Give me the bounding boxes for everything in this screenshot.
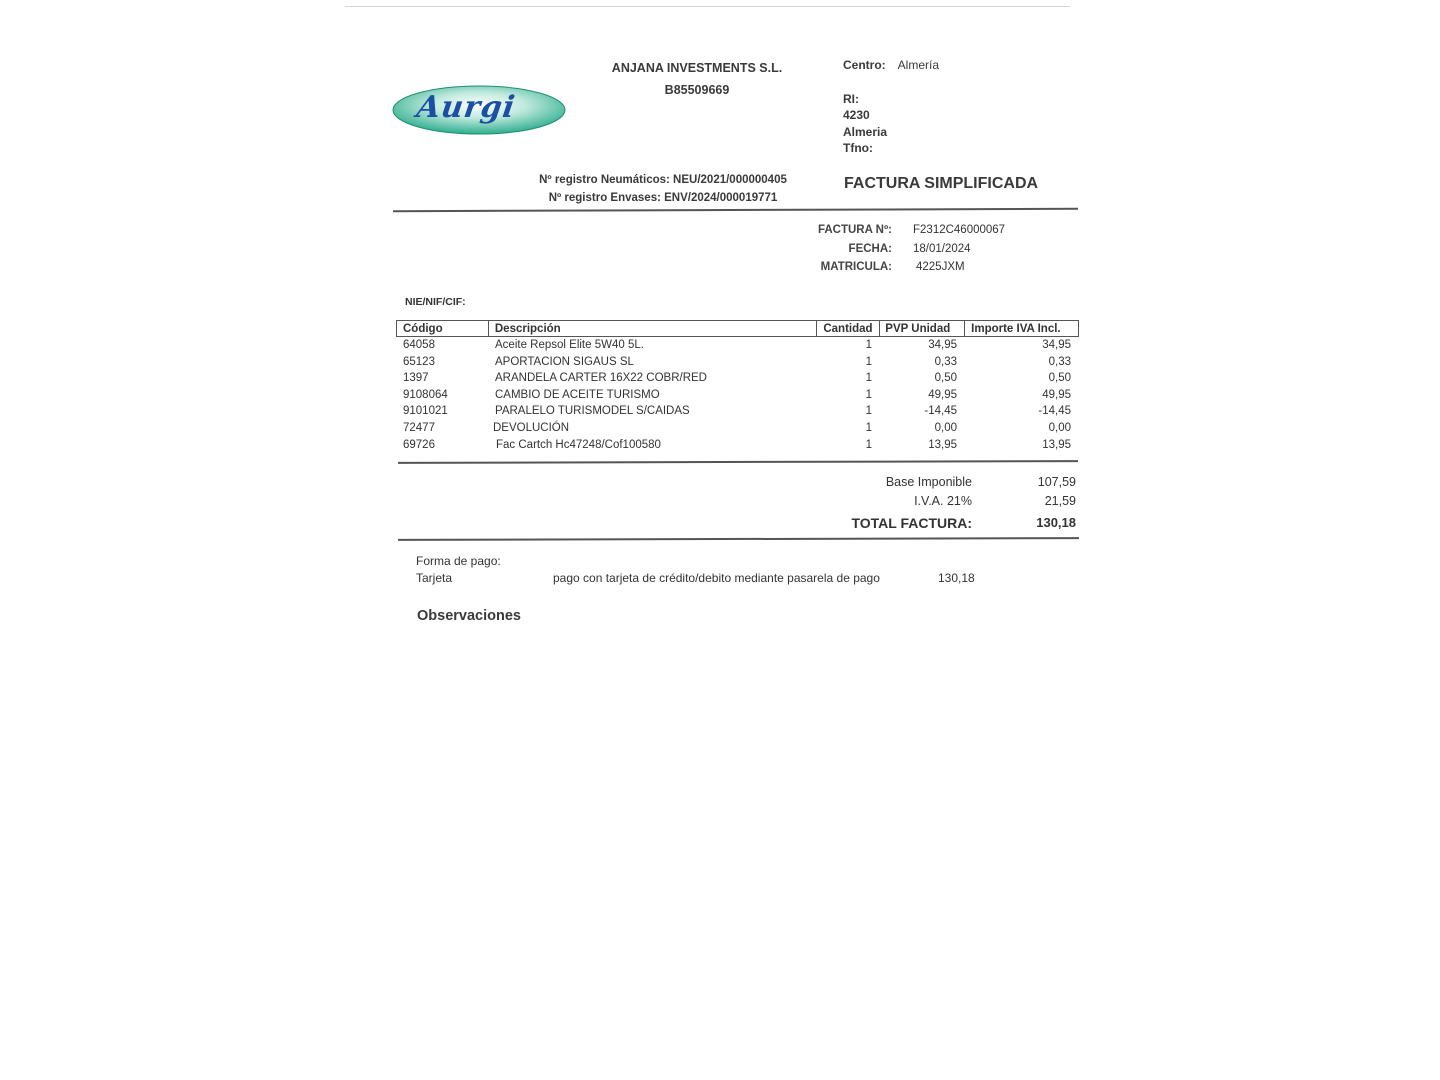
row-code: 65123 — [403, 355, 435, 368]
centre-postcode: 4230 — [843, 108, 870, 122]
row-quantity: 1 — [865, 339, 872, 351]
vat-value: 21,59 — [1044, 494, 1076, 508]
row-code: 64058 — [403, 339, 435, 351]
table-body — [396, 337, 1079, 453]
invoice-meta — [760, 221, 1005, 277]
header-unit-price: PVP Unidad — [879, 321, 964, 336]
centre-label: Centro: — [843, 58, 886, 72]
table-row — [396, 337, 1079, 354]
table-row — [396, 420, 1079, 437]
observations-heading: Observaciones — [417, 608, 521, 624]
registration-tyres: Nº registro Neumáticos: NEU/2021/000000405 — [539, 174, 787, 186]
table-bottom-divider — [398, 460, 1078, 463]
header-divider — [393, 208, 1078, 212]
registration-containers: Nº registro Envases: ENV/2024/000019771 — [548, 191, 778, 204]
invoice-number: F2312C46000067 — [913, 224, 1006, 236]
row-unit-price: 13,95 — [928, 438, 957, 451]
row-code: 72477 — [403, 421, 435, 434]
row-amount: 0,50 — [1048, 372, 1071, 385]
row-description: DEVOLUCIÓN — [493, 421, 570, 434]
row-quantity: 1 — [865, 372, 872, 385]
row-amount: 49,95 — [1042, 388, 1071, 401]
row-quantity: 1 — [865, 421, 872, 434]
table-row — [396, 354, 1079, 371]
row-amount: 34,95 — [1042, 339, 1071, 351]
row-amount: 13,95 — [1042, 438, 1071, 451]
payment-amount: 130,18 — [938, 571, 975, 585]
row-unit-price: 0,00 — [934, 421, 957, 434]
document-title: FACTURA SIMPLIFICADA — [844, 175, 1039, 192]
table-row — [396, 387, 1079, 404]
phone-label: Tfno: — [843, 141, 873, 155]
invoice-number-label: FACTURA Nº: — [817, 224, 892, 236]
total-value: 130,18 — [1036, 515, 1076, 530]
total-label: TOTAL FACTURA: — [851, 515, 972, 531]
invoice-date-label: FECHA: — [848, 242, 892, 255]
totals-divider — [398, 537, 1079, 540]
company-block — [597, 57, 797, 101]
row-quantity: 1 — [865, 355, 872, 368]
row-unit-price: -14,45 — [924, 405, 957, 418]
logo-lettering: Aurgi — [414, 90, 518, 125]
row-code: 9101021 — [403, 405, 448, 418]
row-code: 1397 — [403, 372, 429, 385]
row-description: Fac Cartch Hc47248/Cof100580 — [496, 438, 661, 451]
header-amount: Importe IVA Incl. — [964, 321, 1078, 336]
row-amount: -14,45 — [1038, 405, 1071, 418]
row-quantity: 1 — [865, 405, 872, 418]
plate-value: 4225JXM — [916, 261, 965, 273]
payment-method: Tarjeta — [416, 571, 453, 585]
ri-label: RI: — [843, 91, 859, 106]
table-row — [396, 370, 1079, 387]
row-quantity: 1 — [865, 388, 872, 401]
payment-label: Forma de pago: — [416, 554, 501, 568]
table-row — [396, 437, 1079, 454]
table-header — [396, 320, 1079, 337]
header-code: Código — [403, 323, 443, 335]
items-table — [396, 320, 1079, 453]
row-code: 69726 — [403, 438, 435, 451]
row-description: CAMBIO DE ACEITE TURISMO — [495, 388, 660, 401]
registrations — [498, 172, 828, 207]
totals-block — [800, 473, 1076, 535]
company-tax-id: B85509669 — [664, 83, 730, 97]
centre-block — [843, 57, 939, 157]
invoice-date: 18/01/2024 — [913, 242, 971, 255]
row-description: Aceite Repsol Elite 5W40 5L. — [495, 339, 644, 351]
row-description: ARANDELA CARTER 16X22 COBR/RED — [495, 372, 707, 385]
row-description: APORTACION SIGAUS SL — [495, 355, 634, 368]
nie-label: NIE/NIF/CIF: — [405, 296, 466, 308]
row-unit-price: 34,95 — [928, 339, 957, 351]
header-quantity: Cantidad — [816, 321, 879, 336]
row-description: PARALELO TURISMODEL S/CAIDAS — [495, 405, 690, 418]
plate-label: MATRICULA: — [820, 261, 892, 273]
payment-description: pago con tarjeta de crédito/debito mediante pasarela de pago — [553, 571, 880, 585]
scan-edge — [345, 6, 1070, 7]
vat-label: I.V.A. 21% — [914, 494, 972, 508]
row-unit-price: 49,95 — [928, 388, 957, 401]
row-code: 9108064 — [403, 388, 448, 401]
company-name: ANJANA INVESTMENTS S.L. — [611, 61, 783, 75]
row-amount: 0,00 — [1048, 421, 1071, 434]
centre-city: Almeria — [843, 124, 888, 139]
row-amount: 0,33 — [1048, 355, 1071, 368]
table-row — [396, 403, 1079, 420]
centre-value: Almería — [897, 58, 940, 72]
row-quantity: 1 — [865, 438, 872, 451]
row-unit-price: 0,33 — [934, 355, 957, 368]
aurgi-logo — [391, 84, 567, 136]
base-label: Base Imponible — [885, 475, 972, 489]
row-unit-price: 0,50 — [934, 372, 957, 385]
header-description: Descripción — [488, 321, 816, 336]
base-value: 107,59 — [1037, 475, 1076, 489]
